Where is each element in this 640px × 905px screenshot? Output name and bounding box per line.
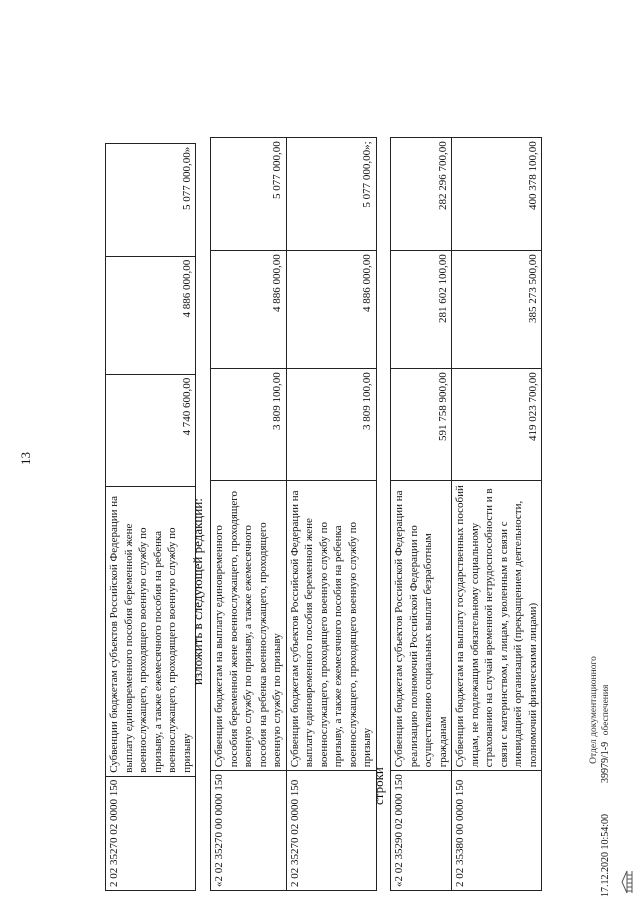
amount-cell: 385 273 500,00 <box>452 251 542 369</box>
amount-cell: 3 809 100,00 <box>211 369 287 481</box>
seal-icon <box>620 867 634 897</box>
budget-code: «2 02 35270 00 0000 150 <box>211 771 287 891</box>
budget-description: Субвенции бюджетам субъектов Российской Федерации на выплату единовременного пособия беременной жене военнослужащего, проходящего военную службу по призыву, а также ежемесячного пособия на ребенка военнослужащего, проходящего военную службу по призыву <box>286 481 376 771</box>
budget-code: 2 02 35270 02 0000 150 <box>286 771 376 891</box>
budget-code: 2 02 35270 02 0000 150 <box>106 776 196 890</box>
amount-cell: 4 886 000,00 <box>286 251 376 369</box>
amount-cell: 4 886 000,00 <box>211 251 287 369</box>
budget-code: 2 02 35380 00 0000 150 <box>452 771 542 891</box>
amendment-instruction: строки <box>371 767 386 805</box>
amount-cell: 281 602 100,00 <box>391 251 452 369</box>
budget-code: «2 02 35290 02 0000 150 <box>391 771 452 891</box>
document-id: 39979/1-9 <box>600 741 611 783</box>
amendment-instruction: изложить в следующей редакции: <box>190 498 205 685</box>
amount-cell: 5 077 000,00» <box>106 143 196 256</box>
amount-cell: 3 809 100,00 <box>286 369 376 481</box>
amount-cell: 282 296 700,00 <box>391 138 452 251</box>
budget-table-old <box>105 143 196 891</box>
amount-cell: 400 378 100,00 <box>452 138 542 251</box>
budget-description: Субвенции бюджетам на выплату государственных пособий лицам, не подлежащим обязательному социальному страхованию на случай временной нетрудоспособности и в связи с материнством, и лицам, уволенным в связи с ликвидацией организаций (прекращением деятельности, полномочий физическими лицами) <box>452 481 542 771</box>
department-stamp: Отдел документационного обеспечения <box>589 656 611 764</box>
amount-cell: 4 886 000,00 <box>106 256 196 374</box>
table-row <box>211 138 287 891</box>
budget-description: Субвенции бюджетам на выплату единовременного пособия беременной жене военнослужащего, проходящего военную службу по призыву, а также ежемесячного пособия на ребенка военнослужащего, проходящего военную службу по призыву <box>211 481 287 771</box>
budget-description: Субвенции бюджетам субъектов Российской Федерации на реализацию полномочий Российской Федерации по осуществлению социальных выплат безработным гражданам <box>391 481 452 771</box>
budget-table-rows <box>390 137 542 891</box>
amount-cell: 5 077 000,00 <box>211 138 287 251</box>
table-row <box>391 138 452 891</box>
budget-description: Субвенции бюджетам субъектов Российской Федерации на выплату единовременного пособия беременной жене военнослужащего, проходящего военную службу по призыву, а также ежемесячного пособия на ребенка военнослужащего, проходящего военную службу по призыву <box>106 486 196 776</box>
amount-cell: 5 077 000,00»; <box>286 138 376 251</box>
amount-cell: 591 758 900,00 <box>391 369 452 481</box>
amount-cell: 4 740 600,00 <box>106 374 196 486</box>
amount-cell: 419 023 700,00 <box>452 369 542 481</box>
table-row <box>452 138 542 891</box>
budget-table-new <box>210 137 377 891</box>
page-number: 13 <box>18 452 33 465</box>
table-row <box>106 143 196 890</box>
timestamp: 17.12.2020 10:54:00 <box>600 813 611 897</box>
table-row <box>286 138 376 891</box>
